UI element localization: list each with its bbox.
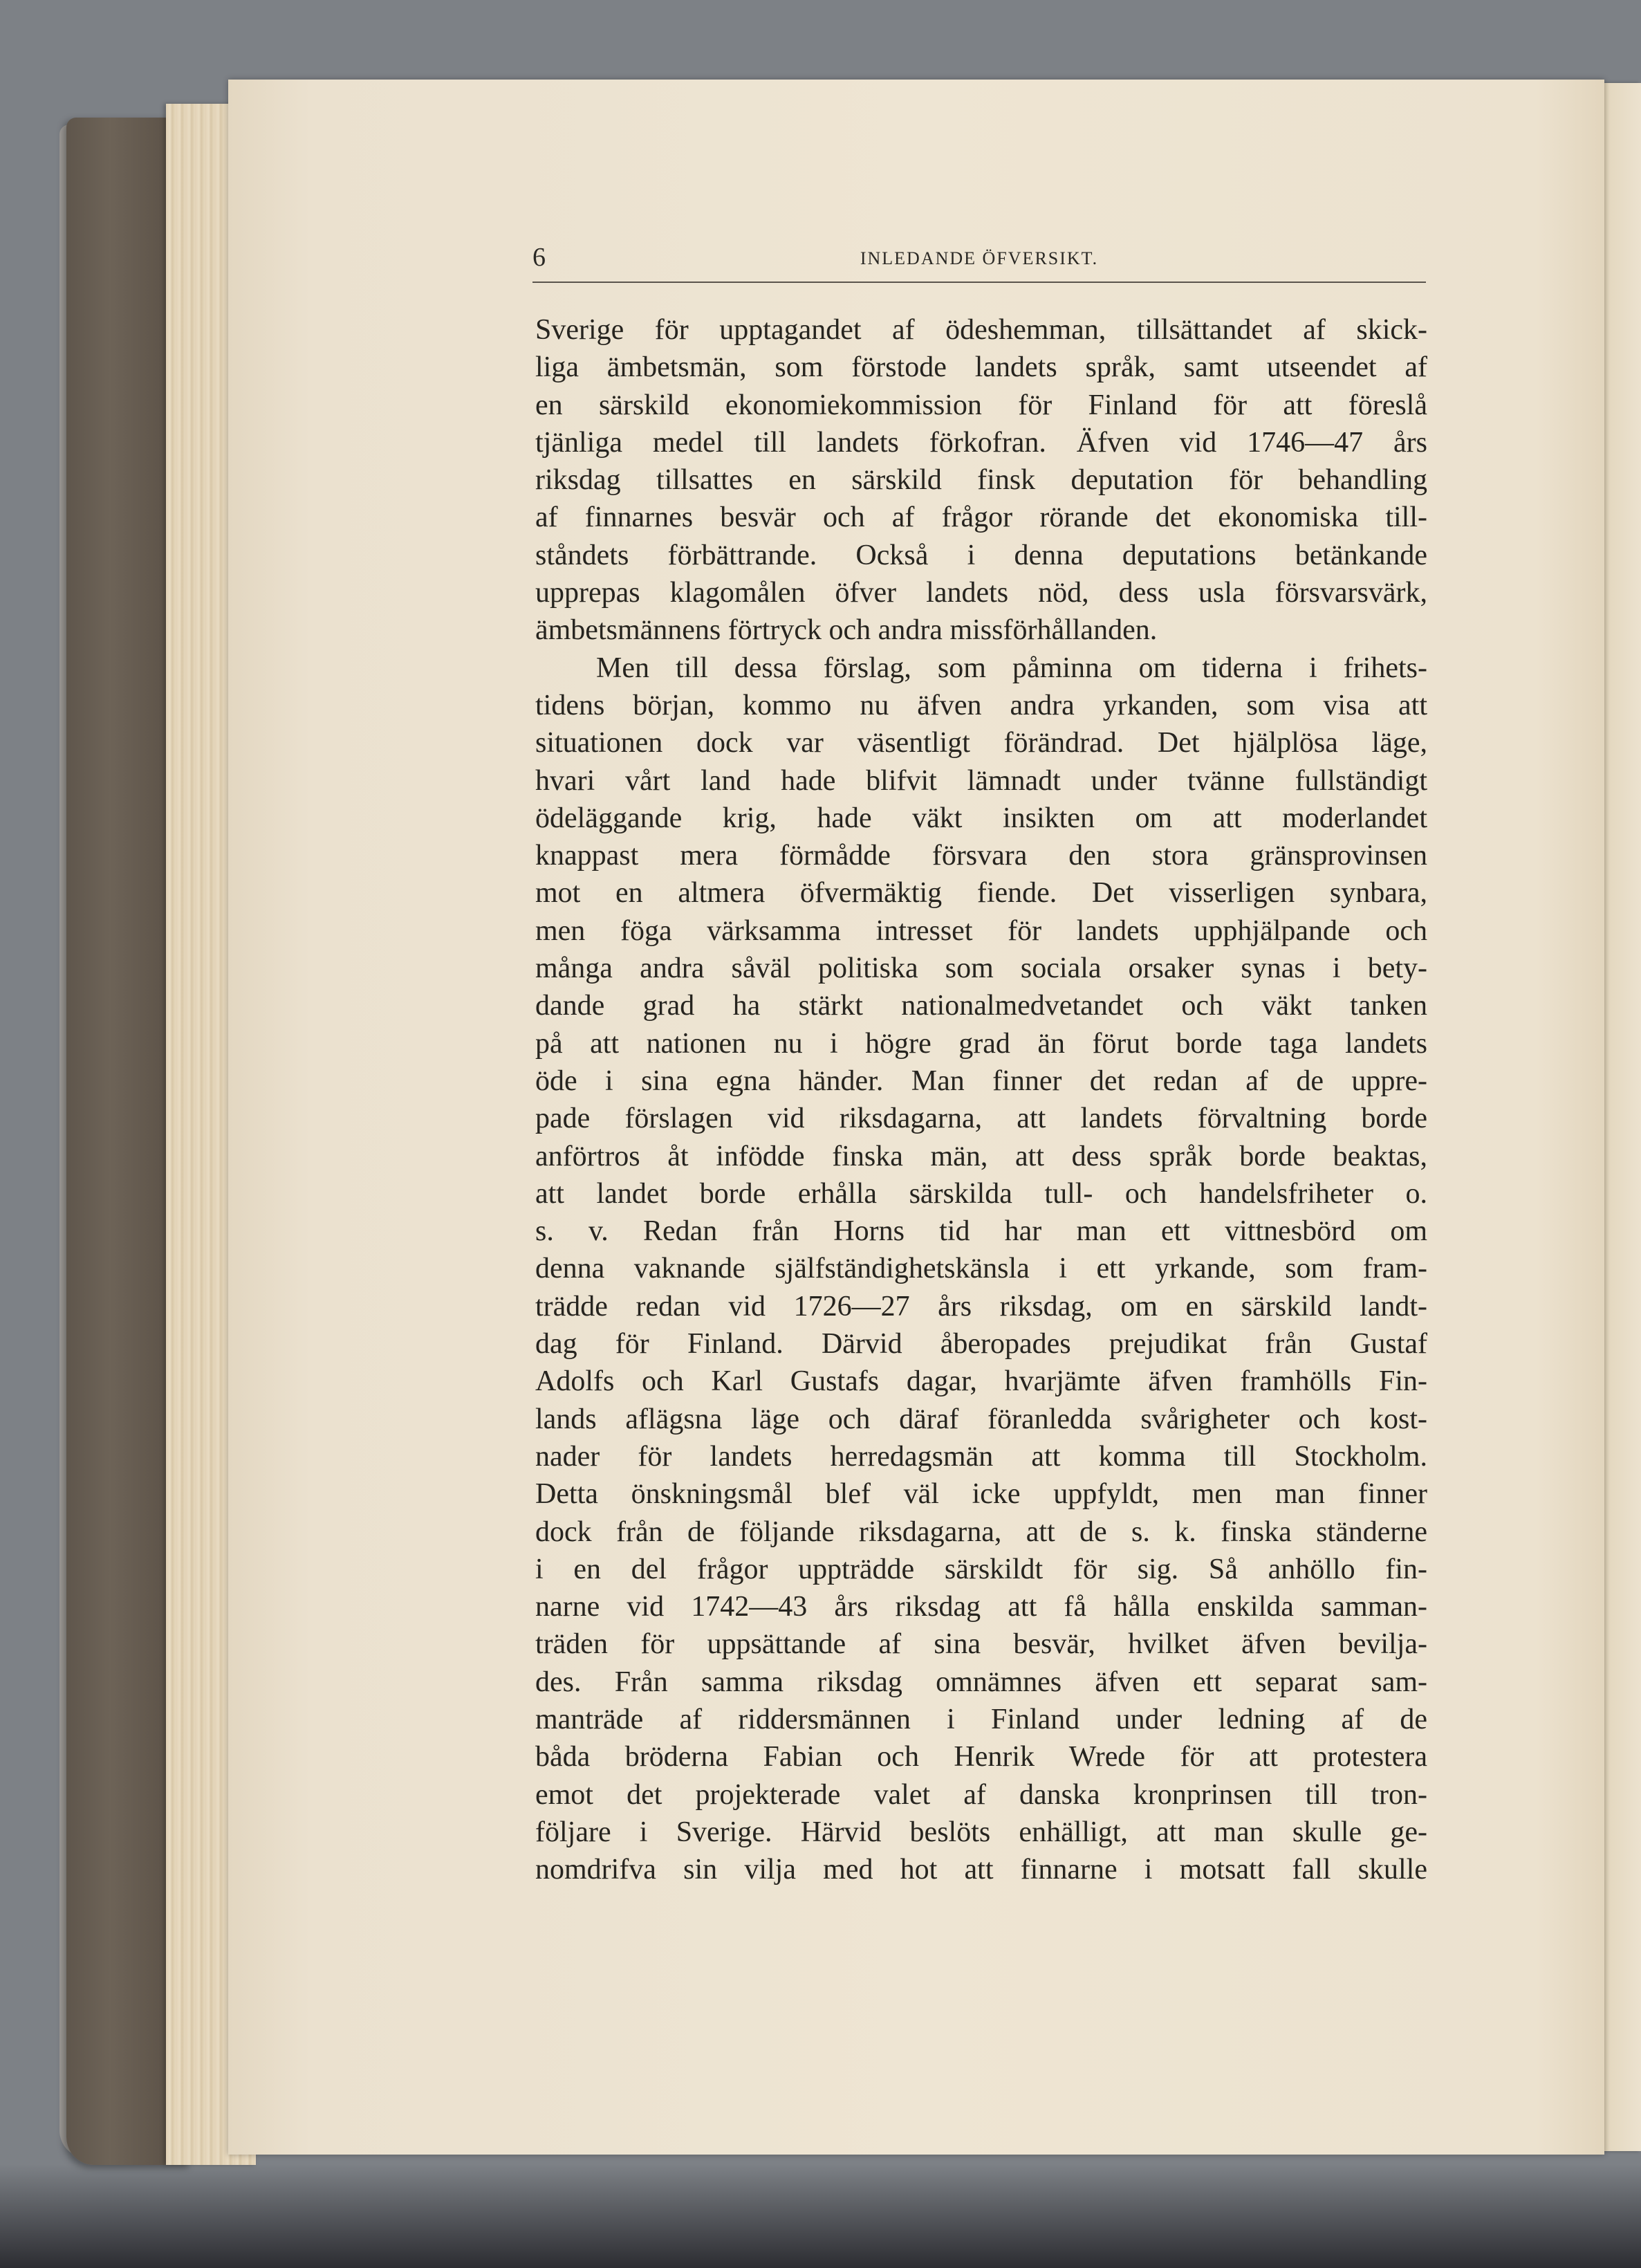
text-line: tjänliga medel till landets förkofran. Äfven vid 1746—47 års — [535, 426, 1427, 459]
text-line: Men till dessa förslag, som påminna om tiderna i frihets- — [596, 652, 1427, 684]
text-line: öde i sina egna händer. Man finner det redan af de uppre- — [535, 1064, 1427, 1097]
running-header — [532, 241, 1426, 283]
text-line: trädde redan vid 1726—27 års riksdag, om en särskild landt- — [535, 1290, 1427, 1322]
next-page-edge — [1599, 83, 1641, 2151]
text-line: af finnarnes besvär och af frågor rörande det ekonomiska till- — [535, 501, 1427, 534]
text-line: knappast mera förmådde försvara den stora gränsprovinsen — [535, 840, 1427, 872]
text-line: manträde af riddersmännen i Finland under ledning af de — [535, 1703, 1427, 1735]
text-line: men föga värksamma intresset för landets upphjälpande och — [535, 914, 1427, 947]
text-line: denna vaknande själfständighetskänsla i ett yrkande, som fram- — [535, 1253, 1427, 1285]
text-line: ämbetsmännens förtryck och andra missförhållanden. — [535, 614, 1158, 647]
text-line: hvari vårt land hade blifvit lämnadt under tvänne fullständigt — [535, 764, 1427, 797]
text-line: Sverige för upptagandet af ödeshemman, tillsättandet af skick- — [535, 314, 1427, 346]
text-line: mot en altmera öfvermäktig fiende. Det visserligen synbara, — [535, 877, 1427, 910]
text-line: nomdrifva sin vilja med hot att finnarne i motsatt fall skulle — [535, 1854, 1427, 1886]
text-line: emot det projekterade valet af danska kronprinsen till tron- — [535, 1778, 1427, 1811]
running-header-title: INLEDANDE ÖFVERSIKT. — [860, 248, 1099, 268]
text-line: riksdag tillsattes en särskild finsk deputation för behandling — [535, 464, 1427, 497]
text-line: tidens början, kommo nu äfven andra yrkanden, som visa att — [535, 689, 1427, 721]
text-line: nader för landets herredagsmän att komma till Stockholm. — [535, 1440, 1427, 1473]
text-line: dande grad ha stärkt nationalmedvetandet och väkt tanken — [535, 990, 1427, 1022]
text-line: upprepas klagomålen öfver landets nöd, dess usla försvarsvärk, — [535, 577, 1427, 609]
text-line: situationen dock var väsentligt förändrad. Det hjälplösa läge, — [535, 727, 1427, 759]
text-line: lands aflägsna läge och däraf föranledda svårigheter och kost- — [535, 1403, 1427, 1435]
text-line: följare i Sverige. Härvid beslöts enhälligt, att man skulle ge- — [535, 1816, 1427, 1848]
text-line: båda bröderna Fabian och Henrik Wrede för att protestera — [535, 1741, 1427, 1773]
text-line: anförtros åt infödde finska män, att dess språk borde beaktas, — [535, 1140, 1427, 1172]
text-line: att landet borde erhålla särskilda tull- och handelsfriheter o. — [535, 1177, 1427, 1210]
body-text — [535, 311, 1427, 1888]
text-line: på att nationen nu i högre grad än förut borde taga landets — [535, 1027, 1427, 1060]
text-line: en särskild ekonomiekommission för Finland för att föreslå — [535, 389, 1427, 421]
text-line: dag för Finland. Därvid åberopades prejudikat från Gustaf — [535, 1328, 1427, 1361]
text-line: des. Från samma riksdag omnämnes äfven ett separat sam- — [535, 1666, 1427, 1698]
text-line: Adolfs och Karl Gustafs dagar, hvarjämte äfven framhölls Fin- — [535, 1365, 1427, 1398]
text-line: ödeläggande krig, hade väkt insikten om att moderlandet — [535, 802, 1427, 834]
text-line: s. v. Redan från Horns tid har man ett vittnesbörd om — [535, 1215, 1427, 1248]
text-line: dock från de följande riksdagarna, att de s. k. finska ständerne — [535, 1515, 1427, 1548]
page-number: 6 — [532, 243, 546, 272]
text-line: pade förslagen vid riksdagarna, att landets förvaltning borde — [535, 1103, 1427, 1135]
text-line: ståndets förbättrande. Också i denna deputations betänkande — [535, 539, 1427, 571]
text-line: många andra såväl politiska som sociala orsaker synas i bety- — [535, 952, 1427, 985]
text-line: liga ämbetsmän, som förstode landets språk, samt utseendet af — [535, 351, 1427, 384]
text-line: träden för uppsättande af sina besvär, hvilket äfven bevilja- — [535, 1628, 1427, 1661]
text-line: narne vid 1742—43 års riksdag att få hålla enskilda samman- — [535, 1591, 1427, 1623]
table-shadow — [0, 2164, 1641, 2268]
text-line: Detta önskningsmål blef väl icke uppfyldt, men man finner — [535, 1478, 1427, 1511]
text-line: i en del frågor uppträdde särskildt för sig. Så anhöllo fin- — [535, 1553, 1427, 1585]
